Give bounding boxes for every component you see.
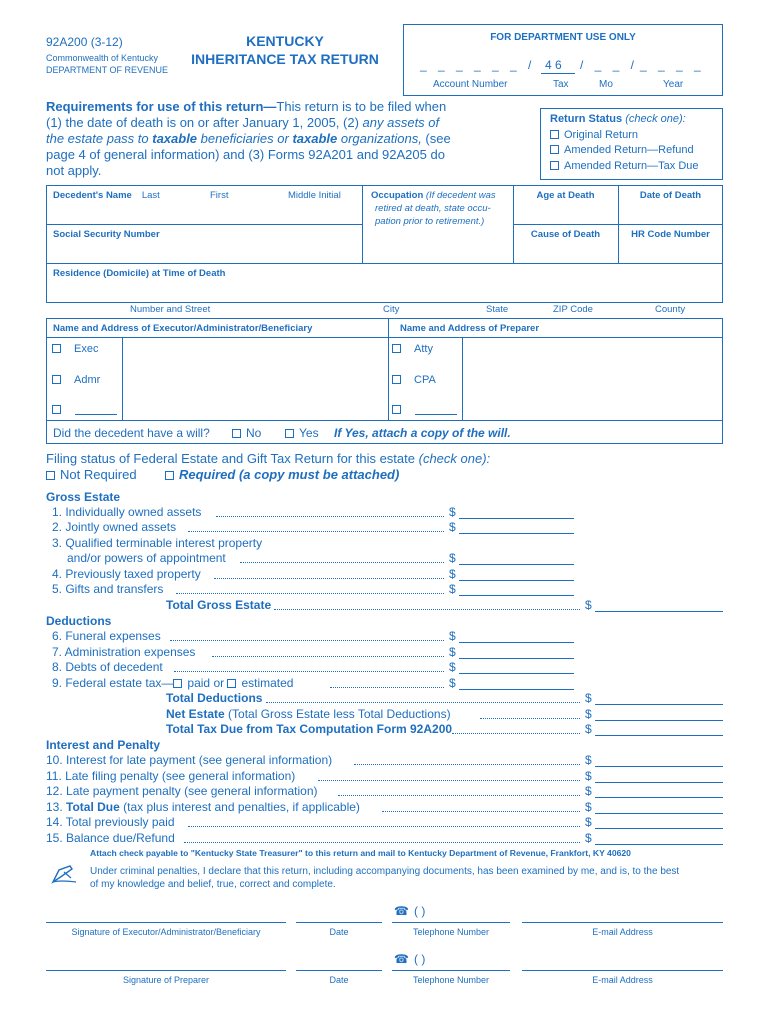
line-5-field[interactable]	[459, 595, 574, 596]
dept-line: DEPARTMENT OF REVENUE	[46, 65, 169, 75]
total-deductions-dollar: $	[585, 691, 592, 705]
line-13-label: 13. Total Due (tax plus interest and penalties, if applicable)	[46, 800, 360, 814]
account-dashes: _ _ _ _ _ _ /	[420, 58, 536, 72]
req-line3: the estate pass to taxable beneficiaries or taxable organizations, (see	[46, 131, 451, 146]
phone-icon-2: ☎	[394, 952, 409, 966]
year-dashes: _ _ _ _	[640, 58, 705, 72]
county-label: County	[655, 304, 686, 315]
line-12-field[interactable]	[595, 797, 723, 798]
line-1-label: 1. Individually owned assets	[52, 505, 202, 519]
penalty-line1: Under criminal penalties, I declare that this return, including accompanying documents, has been examined by me, and is, to the best	[90, 866, 680, 877]
line-15-field[interactable]	[595, 844, 723, 845]
dept-use-label: FOR DEPARTMENT USE ONLY	[490, 32, 636, 43]
other-prep-option[interactable]	[392, 404, 406, 416]
line-3-label-cont: and/or powers of appointment	[67, 551, 226, 565]
checkbox-tax-paid[interactable]	[173, 679, 182, 688]
zip-label: ZIP Code	[553, 304, 593, 315]
line-7-field[interactable]	[459, 658, 574, 659]
total-tax-due-field[interactable]	[595, 735, 723, 736]
preparer-phone-field[interactable]	[392, 970, 510, 971]
line-11-label: 11. Late filing penalty (see general information)	[46, 769, 296, 783]
title-line1: KENTUCKY	[246, 33, 324, 49]
preparer-label: Name and Address of Preparer	[400, 323, 540, 334]
will-note: If Yes, attach a copy of the will.	[334, 426, 511, 440]
phone-label-2: Telephone Number	[412, 975, 490, 985]
line-14-label: 14. Total previously paid	[46, 815, 175, 829]
interest-heading: Interest and Penalty	[46, 738, 161, 752]
cpa-option[interactable]: CPA	[392, 374, 436, 386]
phone-label-1: Telephone Number	[412, 927, 490, 937]
total-tax-due-label: Total Tax Due from Tax Computation Form 92A200	[166, 722, 453, 736]
state-label: State	[486, 304, 509, 315]
total-deductions-field[interactable]	[595, 704, 723, 705]
line-10-label: 10. Interest for late payment (see general information)	[46, 753, 333, 767]
decedent-name-label: Decedent's Name Last	[53, 190, 160, 201]
line-12-dollar: $	[585, 784, 592, 798]
checkbox-cpa[interactable]	[392, 375, 401, 384]
phone-icon-1: ☎	[394, 904, 409, 918]
line-12-label: 12. Late payment penalty (see general information)	[46, 784, 318, 798]
checkbox-tax-estimated[interactable]	[227, 679, 236, 688]
line-6-dollar: $	[449, 629, 456, 643]
line-1-dollar: $	[449, 505, 456, 519]
total-gross-dollar: $	[585, 598, 592, 612]
account-number-label: Account Number	[433, 79, 508, 90]
preparer-signature-field[interactable]	[46, 970, 286, 971]
occupation-label: Occupation (If decedent was	[371, 190, 496, 201]
title-line2: INHERITANCE TAX RETURN	[191, 51, 379, 67]
state-line: Commonwealth of Kentucky	[46, 53, 159, 63]
atty-option[interactable]: Atty	[392, 343, 433, 355]
checkbox-amended-refund[interactable]	[550, 145, 559, 154]
checkbox-atty[interactable]	[392, 344, 401, 353]
hr-code-label: HR Code Number	[631, 229, 710, 240]
line-8-field[interactable]	[459, 673, 574, 674]
line-13-field[interactable]	[595, 813, 723, 814]
other-exec-option[interactable]	[52, 404, 66, 416]
line-3-dollar: $	[449, 551, 456, 565]
line-2-label: 2. Jointly owned assets	[52, 520, 177, 534]
executor-signature-field[interactable]	[46, 922, 286, 923]
line-10-field[interactable]	[595, 766, 723, 767]
req-line5: not apply.	[46, 163, 102, 178]
line-6-field[interactable]	[459, 642, 574, 643]
line-11-field[interactable]	[595, 782, 723, 783]
will-no[interactable]: No	[232, 426, 261, 440]
attach-check-note: Attach check payable to "Kentucky State Treasurer" to this return and mail to Kentucky Department of Revenue, Frankfort, KY 40620	[90, 848, 631, 858]
checkbox-other-prep[interactable]	[392, 405, 401, 414]
line-4-dollar: $	[449, 567, 456, 581]
sig-exec-label: Signature of Executor/Administrator/Beneficiary	[71, 927, 261, 937]
filing-required[interactable]: Required (a copy must be attached)	[165, 467, 399, 482]
line-13-dollar: $	[585, 800, 592, 814]
checkbox-other-exec[interactable]	[52, 405, 61, 414]
executor-label: Name and Address of Executor/Administrator/Beneficiary	[53, 323, 313, 334]
residence-label: Residence (Domicile) at Time of Death	[53, 268, 226, 279]
total-tax-due-dollar: $	[585, 722, 592, 736]
line-4-field[interactable]	[459, 580, 574, 581]
email-label-1: E-mail Address	[592, 927, 653, 937]
line-15-dollar: $	[585, 831, 592, 845]
line-2-field[interactable]	[459, 533, 574, 534]
total-deductions-label: Total Deductions	[166, 691, 263, 705]
executor-date-field[interactable]	[296, 922, 382, 923]
first-label: First	[210, 190, 229, 201]
line-8-dollar: $	[449, 660, 456, 674]
net-estate-label: Net Estate (Total Gross Estate less Total Deductions)	[166, 707, 451, 721]
line-14-dollar: $	[585, 815, 592, 829]
cause-of-death-label: Cause of Death	[530, 229, 601, 240]
checkbox-required[interactable]	[165, 471, 174, 480]
phone-paren-1: ( )	[414, 904, 426, 918]
line-15-label: 15. Balance due/Refund	[46, 831, 175, 845]
net-estate-field[interactable]	[595, 720, 723, 721]
executor-email-field[interactable]	[522, 922, 723, 923]
will-question: Did the decedent have a will?	[53, 426, 210, 440]
sig-prep-label: Signature of Preparer	[122, 975, 210, 985]
checkbox-original[interactable]	[550, 130, 559, 139]
return-status-title: Return Status (check one):	[550, 113, 686, 125]
checkbox-amended-taxdue[interactable]	[550, 161, 559, 170]
line-6-label: 6. Funeral expenses	[52, 629, 161, 643]
pen-icon	[50, 862, 78, 891]
date-of-death-label: Date of Death	[639, 190, 702, 201]
executor-phone-field[interactable]	[392, 922, 510, 923]
total-gross-field[interactable]	[595, 611, 723, 612]
filing-status-line: Filing status of Federal Estate and Gift Tax Return for this estate (check one):	[46, 451, 491, 466]
preparer-email-field[interactable]	[522, 970, 723, 971]
req-line1: Requirements for use of this return—This return is to be filed when	[46, 99, 447, 114]
checkbox-exec[interactable]	[52, 344, 61, 353]
penalty-line2: of my knowledge and belief, true, correct and complete.	[90, 879, 336, 890]
req-line2: (1) the date of death is on or after January 1, 2005, (2) any assets of	[46, 115, 440, 130]
tax-code: 4 6	[545, 58, 562, 72]
net-estate-dollar: $	[585, 707, 592, 721]
age-at-death-label: Age at Death	[536, 190, 595, 201]
status-original[interactable]: Original Return	[550, 129, 638, 141]
line-9-label: 9. Federal estate tax— paid or estimated	[52, 676, 294, 690]
checkbox-will-no[interactable]	[232, 429, 241, 438]
status-amended-refund[interactable]: Amended Return—Refund	[550, 144, 694, 156]
will-yes[interactable]: Yes	[285, 426, 319, 440]
middle-label: Middle Initial	[288, 190, 341, 201]
line-1-field[interactable]	[459, 518, 574, 519]
gross-estate-heading: Gross Estate	[46, 490, 121, 504]
checkbox-not-required[interactable]	[46, 471, 55, 480]
street-label: Number and Street	[130, 304, 211, 315]
date-label-2: Date	[329, 975, 349, 985]
filing-not-required[interactable]: Not Required	[46, 467, 137, 482]
ssn-label: Social Security Number	[53, 229, 160, 240]
line-5-label: 5. Gifts and transfers	[52, 582, 164, 596]
city-label: City	[383, 304, 400, 315]
exec-option[interactable]: Exec	[52, 343, 98, 355]
line-7-dollar: $	[449, 645, 456, 659]
line-9-dollar: $	[449, 676, 456, 690]
preparer-date-field[interactable]	[296, 970, 382, 971]
form-number: 92A200 (3-12)	[46, 35, 123, 49]
occupation-hint3: pation prior to retirement.)	[375, 216, 485, 227]
line-10-dollar: $	[585, 753, 592, 767]
month-label: Mo	[599, 79, 613, 90]
year-label: Year	[663, 79, 684, 90]
line-14-field[interactable]	[595, 828, 723, 829]
admr-option[interactable]: Admr	[52, 374, 100, 386]
date-label-1: Date	[329, 927, 349, 937]
req-line4: page 4 of general information) and (3) Forms 92A201 and 92A205 do	[46, 147, 445, 162]
line-7-label: 7. Administration expenses	[52, 645, 196, 659]
line-9-field[interactable]	[459, 689, 574, 690]
total-gross-estate-label: Total Gross Estate	[166, 598, 272, 612]
line-2-dollar: $	[449, 520, 456, 534]
line-5-dollar: $	[449, 582, 456, 596]
line-8-label: 8. Debts of decedent	[52, 660, 163, 674]
email-label-2: E-mail Address	[592, 975, 653, 985]
phone-paren-2: ( )	[414, 952, 426, 966]
tax-label: Tax	[553, 79, 569, 90]
checkbox-admr[interactable]	[52, 375, 61, 384]
occupation-hint2: retired at death, state occu-	[375, 203, 491, 214]
status-amended-taxdue[interactable]: Amended Return—Tax Due	[550, 160, 699, 172]
line-3-field[interactable]	[459, 564, 574, 565]
checkbox-will-yes[interactable]	[285, 429, 294, 438]
line-4-label: 4. Previously taxed property	[52, 567, 201, 581]
line-11-dollar: $	[585, 769, 592, 783]
month-dashes: / _ _ /	[580, 58, 639, 72]
deductions-heading: Deductions	[46, 614, 112, 628]
line-3-label: 3. Qualified terminable interest property	[52, 536, 263, 550]
